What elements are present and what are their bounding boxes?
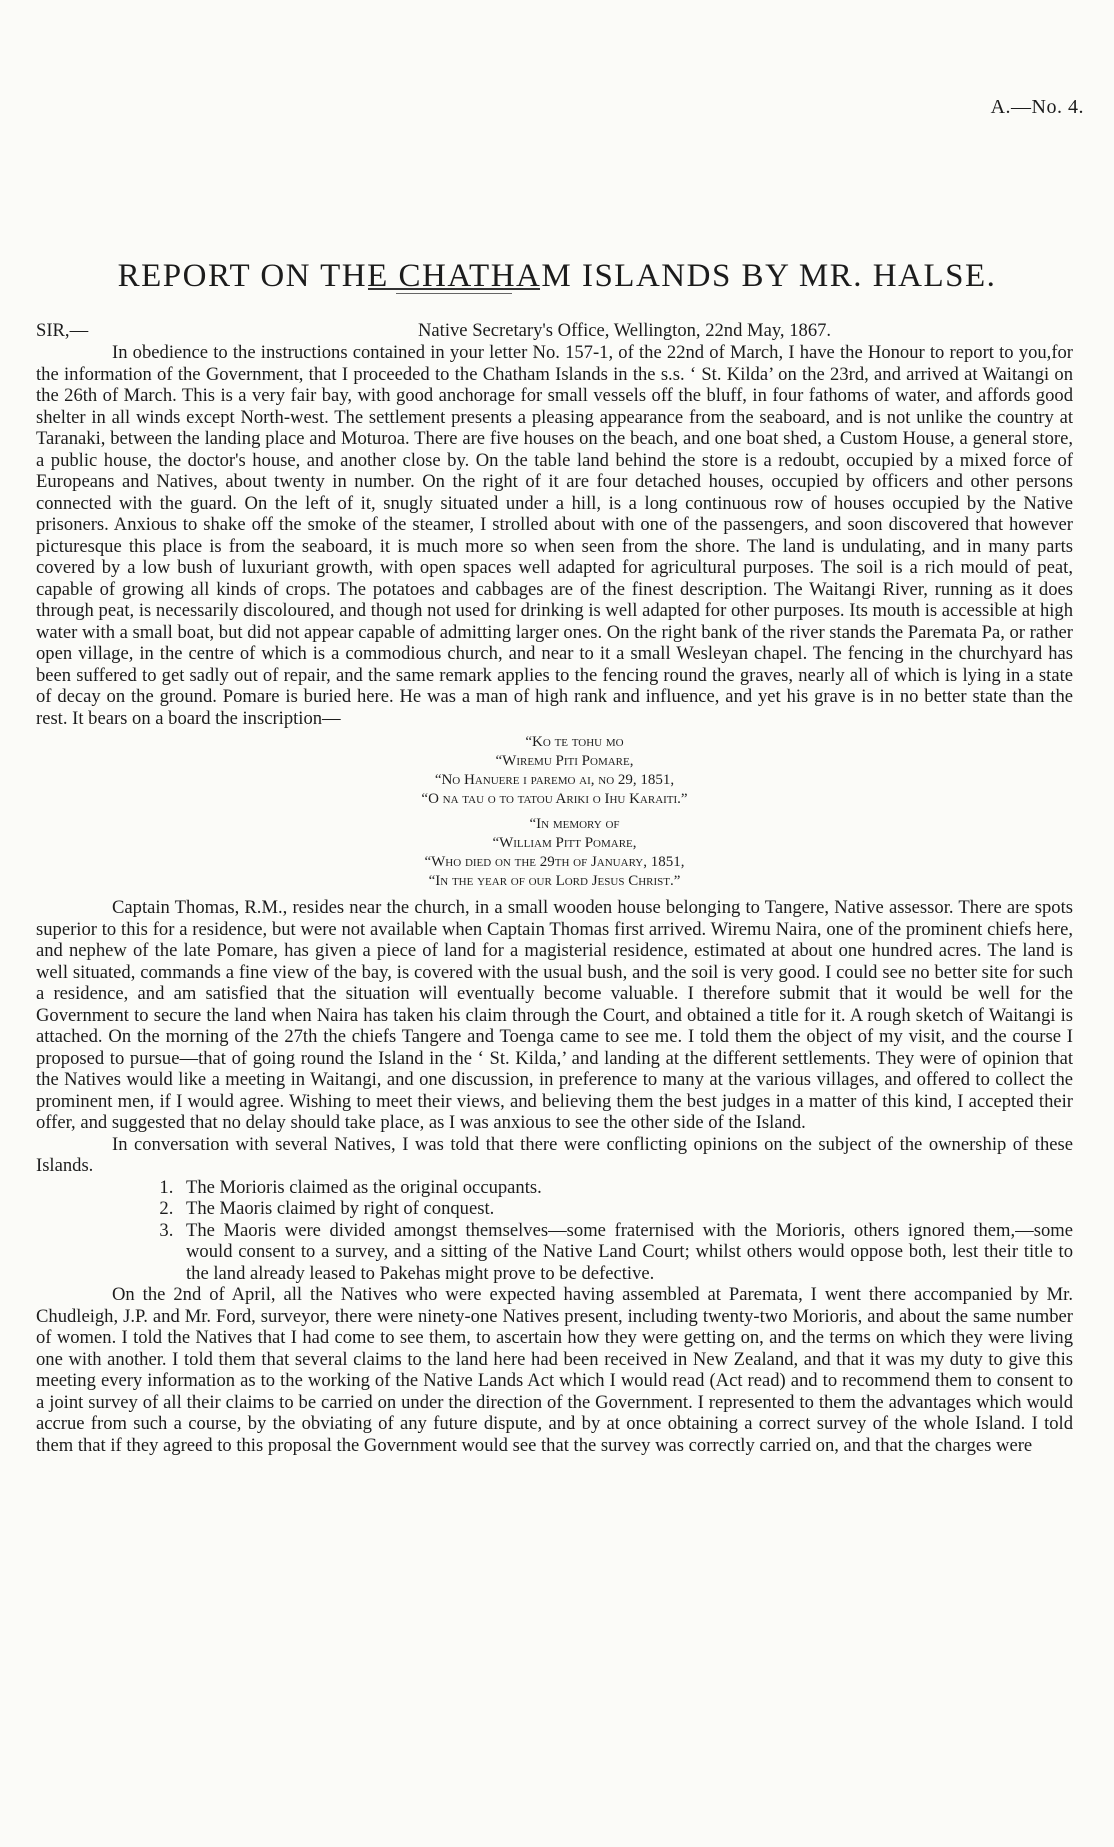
- paragraph-4: On the 2nd of April, all the Natives who were expected having assembled at Paremata, I went there accompanied by Mr. Chudleigh, J.P. and Mr. Ford, surveyor, there were ninety-one Natives present, including twenty-two Morioris, and about the same number of women. I told the Natives that I had come to see them, to ascertain how they were getting on, and the terms on which they were living one with another. I told them that several claims to the land here had been received in New Zealand, and that it was my duty to give this meeting every information as to the working of the Native Lands Act which I would read (Act read) and to recommend them to consent to a joint survey of all their claims to be carried on under the direction of the Government. I represented to them the advantages which would accrue from such a course, by the obviating of any future dispute, and by at once obtaining a correct survey of the whole Island. I told them that if they agreed to this proposal the Government would see that the survey was correctly carried on, and that the charges were: [36, 1284, 1073, 1456]
- inscription-line: “William Pitt Pomare,: [492, 835, 637, 851]
- paragraph-3: In conversation with several Natives, I was told that there were conflicting opinions on the subject of the ownership of these Islands.: [36, 1133, 1073, 1176]
- salutation: SIR,—: [36, 320, 89, 341]
- paragraph-2: Captain Thomas, R.M., resides near the church, in a small wooden house belonging to Tangere, Native assessor. There are spots superior to this for a residence, but were not available when Captain Thomas first arrived. Wiremu Naira, one of the prominent chiefs here, and nephew of the late Pomare, has given a piece of land for a magisterial residence, estimated at about one hundred acres. The land is well situated, commands a fine view of the bay, is covered with the usual bush, and the soil is very good. I could see no better site for such a residence, and am satisfied that the situation will eventually become valuable. I therefore submit that it would be well for the Government to secure the land when Naira has taken his claim through the Court, and obtained a title for it. A rough sketch of Waitangi is attached. On the morning of the 27th the chiefs Tangere and Toenga came to see me. I told them the object of my visit, and the course I proposed to pursue—that of going round the Island in the ‘ St. Kilda,’ and landing at the different settlements. They were of opinion that the Natives would like a meeting in Waitangi, and one discussion, in preference to many at the various villages, and offered to collect the prominent men, if I would agree. Wishing to meet their views, and believing them the best judges in a matter of this kind, I accepted their offer, and suggested that no delay should take place, as I was anxious to see the other side of the Island.: [36, 897, 1073, 1133]
- list-item: 2. The Maoris claimed by right of conquest.: [178, 1198, 1073, 1220]
- inscription-line: “In the year of our Lord Jesus Christ.”: [428, 873, 681, 889]
- inscription-line: “Ko te tohu mo: [525, 734, 624, 750]
- salutation-line: [36, 320, 1073, 342]
- inscription-line: “O na tau o to tatou Ariki o Ihu Karaiti.”: [421, 791, 688, 807]
- inscription-line: “In memory of: [529, 816, 620, 832]
- office-date-line: Native Secretary's Office, Wellington, 22nd May, 1867.: [418, 320, 832, 341]
- document-number: A.—No. 4.: [990, 96, 1084, 118]
- inscription-line: “No Hanuere i paremo ai, no 29, 1851,: [434, 772, 675, 788]
- report-title: REPORT ON THE CHATHAM ISLANDS BY MR. HALSE.: [117, 258, 997, 295]
- inscription-line: “Wiremu Piti Pomare,: [495, 753, 634, 769]
- list-item: 1. The Morioris claimed as the original occupants.: [178, 1177, 1073, 1199]
- inscription-line: “Who died on the 29th of January, 1851,: [424, 854, 685, 870]
- ownership-list: [36, 1177, 1073, 1285]
- title-rule: [368, 288, 540, 290]
- title-rule-thin: [396, 293, 512, 294]
- paragraph-1: In obedience to the instructions contained in your letter No. 157-1, of the 22nd of March, I have the Honour to report to you,for the information of the Government, that I proceeded to the Chatham Islands in the s.s. ‘ St. Kilda’ on the 23rd, and arrived at Waitangi on the 26th of March. This is a very fair bay, with good anchorage for small vessels off the bluff, in four fathoms of water, and affords good shelter in all winds except North-west. The settlement presents a pleasing appearance from the seaboard, and is not unlike the country at Taranaki, between the landing place and Moturoa. There are five houses on the beach, and one boat shed, a Custom House, a general store, a public house, the doctor's house, and another close by. On the table land behind the store is a redoubt, occupied by a mixed force of Europeans and Natives, about twenty in number. On the right of it are four detached houses, occupied by officers and other persons connected with the guard. On the left of it, snugly situated under a hill, is a long continuous row of houses occupied by the Native prisoners. Anxious to shake off the smoke of the steamer, I strolled about with one of the passengers, and soon discovered that however picturesque this place is from the seaboard, it is much more so when seen from the shore. The land is undulating, and in many parts covered by a low bush of luxuriant growth, with open spaces well adapted for agricultural purposes. The soil is a rich mould of peat, capable of growing all kinds of crops. The potatoes and cabbages are of the finest description. The Waitangi River, running as it does through peat, is necessarily discoloured, and though not used for drinking is well adapted for other purposes. Its mouth is accessible at high water with a small boat, but did not appear capable of admitting larger ones. On the right bank of the river stands the Paremata Pa, or rather open village, in the centre of which is a commodious church, and near to it a small Wesleyan chapel. The fencing in the churchyard has been suffered to get sadly out of repair, and the same remark applies to the fencing round the graves, nearly all of which is lying in a state of decay on the ground. Pomare is buried here. He was a man of high rank and influence, and yet his grave is in no better state than the rest. It bears on a board the inscription—: [36, 342, 1073, 729]
- inscription-maori: [36, 733, 1073, 891]
- list-item: 3. The Maoris were divided amongst themselves—some fraternised with the Morioris, others ignored them,—some would consent to a survey, and a sitting of the Native Land Court; whilst others would oppose both, lest their title to the land already leased to Pakehas might prove to be defective.: [178, 1220, 1073, 1285]
- report-body: [36, 320, 1073, 1456]
